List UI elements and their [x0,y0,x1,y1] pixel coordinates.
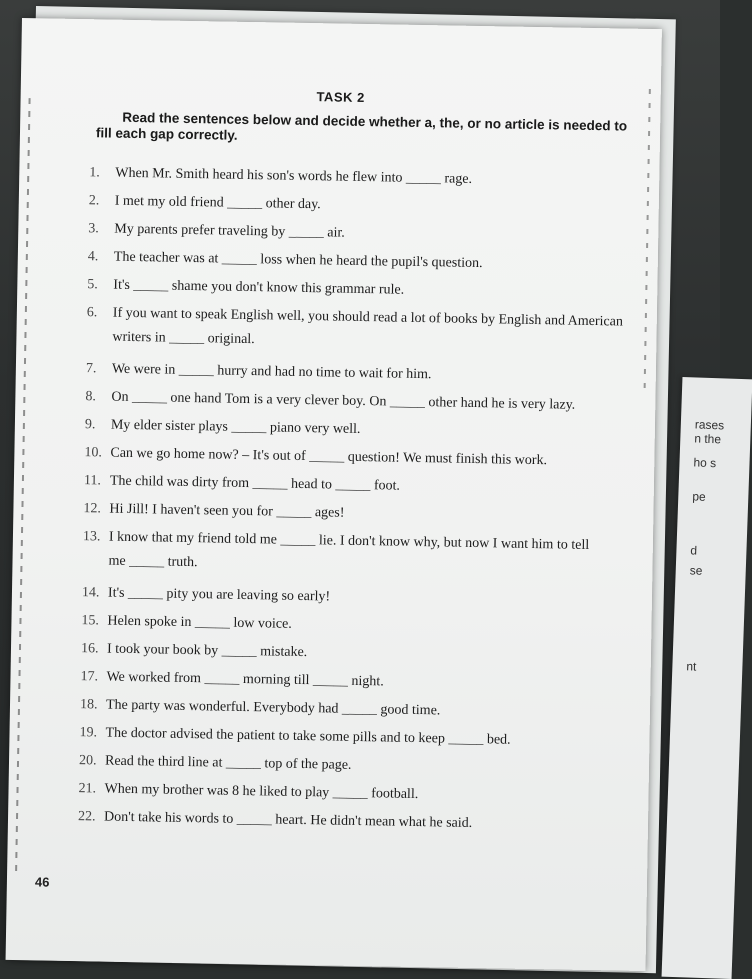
exercise-item [81,641,641,667]
item-text: I met my old friend _____ other day. [114,193,321,213]
side-fragment: nt [686,659,697,674]
side-fragment: rases [694,417,725,433]
item-number: 8. [85,389,97,405]
item-number: 22. [77,809,96,825]
exercise-item [86,361,646,387]
exercise-item [82,529,643,571]
item-number: 5. [87,277,98,293]
exercise-item [82,585,642,611]
item-number: 17. [80,669,99,685]
exercise-item [85,417,645,443]
exercise-item [79,725,639,751]
exercise-list [77,165,649,831]
item-text: Don't take his words to _____ heart. He didn't mean what he said. [103,809,473,831]
exercise-item [83,501,643,527]
worksheet-page [6,18,662,971]
item-text: The party was wonderful. Everybody had _____ good time. [105,697,441,719]
item-text: We were in _____ hurry and had no time to wait for him. [111,361,432,383]
exercise-item [85,389,645,415]
item-number: 20. [78,753,97,769]
item-text: If you want to speak English well, you should read a lot of books by English and American [112,305,624,330]
item-continuation: writers in _____ original. [112,329,255,348]
item-text: On _____ one hand Tom is a very clever boy. On _____ other hand he is very lazy. [111,389,576,413]
item-text: The teacher was at _____ loss when he heard the pupil's question. [113,249,483,272]
item-number: 11. [83,473,102,489]
side-fragment: d [690,543,698,558]
instructions: Read the sentences below and decide whether a, the, or no article is needed to fill each gap correctly. [95,109,628,143]
item-text: My elder sister plays _____ piano very well. [110,417,361,437]
item-number: 3. [88,221,99,237]
side-fragment: n the [694,431,722,447]
exercise-item [84,473,644,499]
exercise-item [87,277,647,303]
item-number: 1. [89,165,100,181]
side-fragment: ho s [693,455,717,471]
item-text: I know that my friend told me _____ lie. I don't know why, but now I want him to tell [108,529,590,553]
exercise-item [89,165,649,191]
item-number: 18. [79,697,98,713]
exercise-item [88,249,648,275]
item-number: 14. [81,585,100,601]
item-number: 6. [86,305,98,321]
item-text: It's _____ shame you don't know this grammar rule. [113,277,405,298]
item-number: 7. [85,361,97,377]
item-text: The doctor advised the patient to take some pills and to keep _____ bed. [105,725,511,748]
item-text: Hi Jill! I haven't seen you for _____ ages! [109,501,345,521]
task-title: TASK 2 [316,89,365,105]
item-number: 19. [79,725,98,741]
item-number: 10. [84,445,103,461]
item-text: Can we go home now? – It's out of _____ question! We must finish this work. [110,445,548,469]
item-text: Read the third line at _____ top of the page. [104,753,352,773]
side-fragment: pe [692,489,706,504]
item-number: 2. [88,193,100,209]
item-number: 4. [87,249,99,265]
exercise-item [78,809,638,835]
item-text: When Mr. Smith heard his son's words he flew into _____ rage. [115,165,473,187]
item-text: The child was dirty from _____ head to _____ foot. [109,473,401,494]
exercise-item [79,753,639,779]
item-text: I took your book by _____ mistake. [106,641,308,661]
item-number: 9. [84,417,96,433]
item-text: Helen spoke in _____ low voice. [107,613,292,632]
item-number: 16. [80,641,99,657]
item-number: 15. [81,613,100,629]
side-fragment: se [689,563,703,578]
exercise-item [81,613,641,639]
exercise-item [80,669,640,695]
exercise-item [80,697,640,723]
item-continuation: me _____ truth. [108,553,198,571]
exercise-item [86,305,647,348]
item-number: 21. [78,781,97,797]
exercise-item [89,193,649,219]
item-text: When my brother was 8 he liked to play _____ football. [104,781,419,803]
page-number: 46 [34,874,50,890]
item-text: My parents prefer traveling by _____ air. [114,221,345,241]
exercise-item [88,221,648,247]
exercise-item [84,445,644,471]
item-number: 13. [82,529,101,545]
item-text: We worked from _____ morning till _____ night. [106,669,384,690]
item-number: 12. [83,501,102,517]
item-text: It's _____ pity you are leaving so early! [107,585,331,605]
exercise-item [78,781,638,807]
